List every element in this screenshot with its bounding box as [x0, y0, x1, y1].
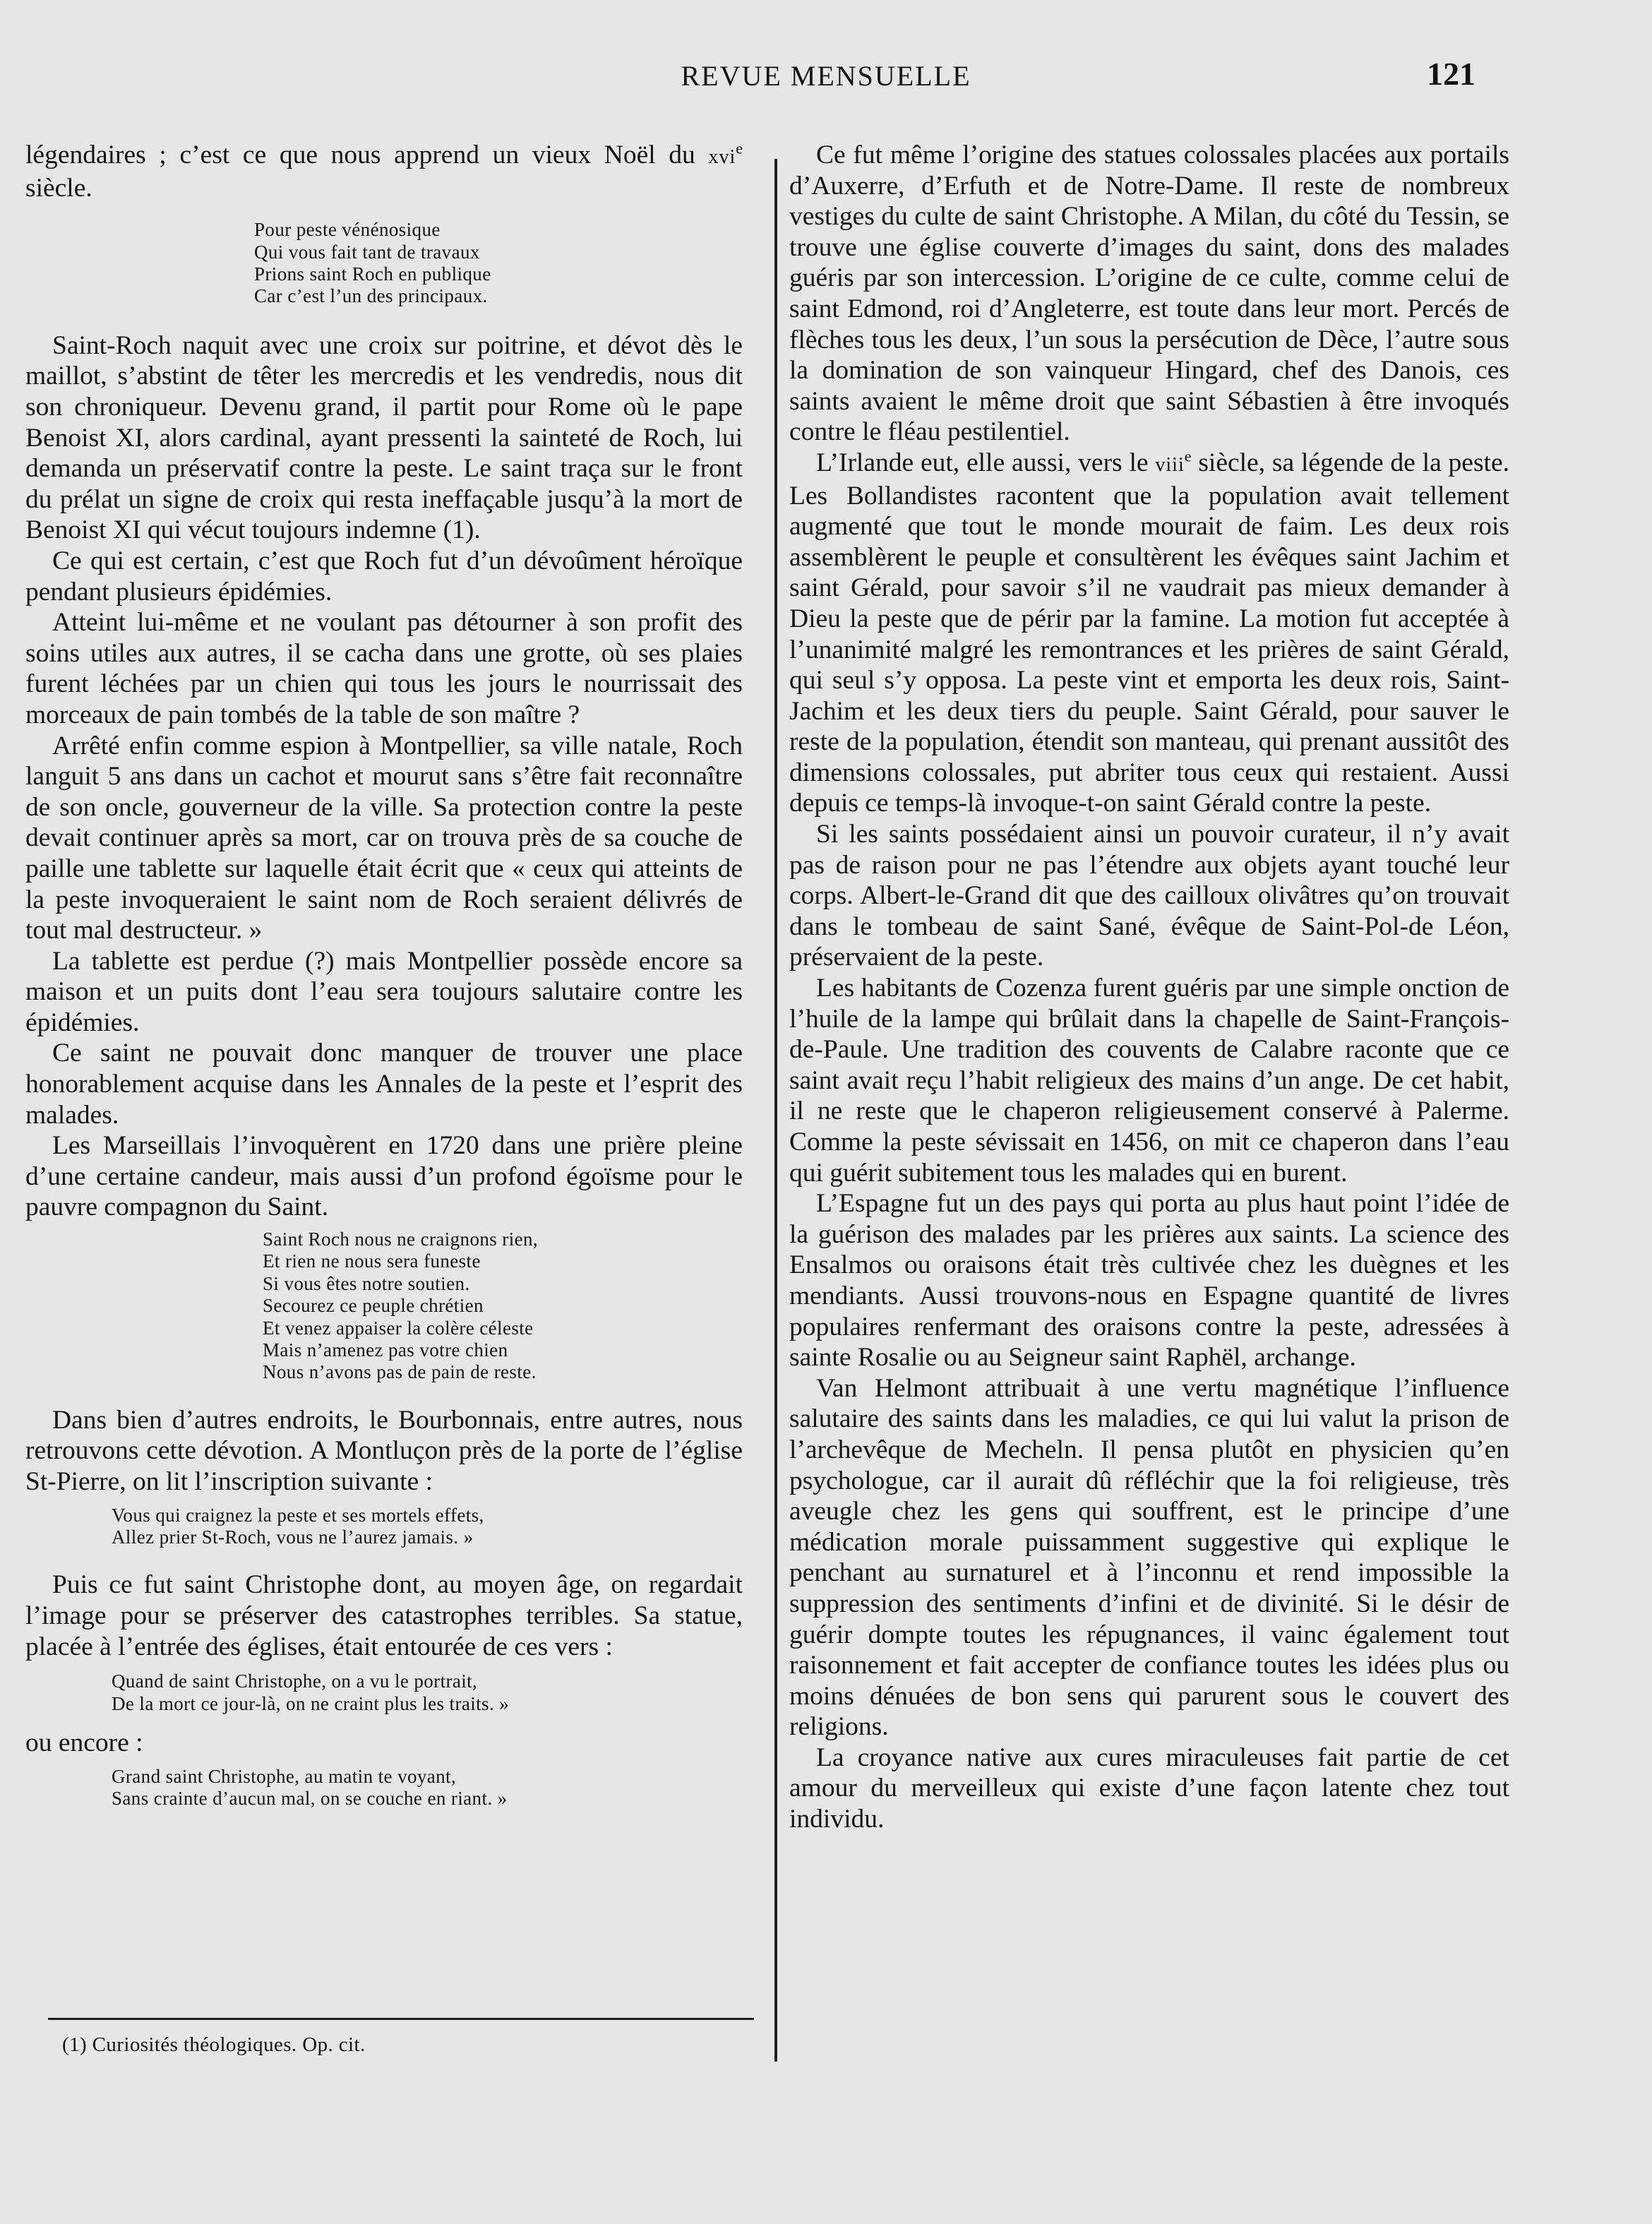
page-header — [0, 56, 1652, 102]
right-column — [789, 140, 1509, 1835]
verse-line: Si vous êtes notre soutien. — [263, 1272, 470, 1294]
paragraph: Les Marseillais l’invoquèrent en 1720 dans une prière pleine d’une certaine candeur, mais aussi d’un profond égoïsme pour le pauvre compagnon du Saint. — [25, 1131, 743, 1222]
paragraph: L’Irlande eut, elle aussi, vers le viii$^e$ siècle, sa légende de la peste. Les Bollandistes racontent que la population avait tellement augmenté que tout le monde mourait de faim. Les deux rois assemblèrent le peuple et consultèrent les évêques saint Jachim et saint Gérald, pour savoir s’il ne vaudrait pas mieux demander à Dieu la peste que de périr par la famine. La motion fut acceptée à l’unanimité malgré les remontrances et les prières de saint Gérald, qui seul s’y opposa. La peste vint et emporta les deux rois, Saint-Jachim et les deux tiers du peuple. Saint Gérald, pour sauver le reste de la population, étendit son manteau, qui prenant aussitôt des dimensions colossales, put abriter tous ceux qui restaient. Aussi depuis ce temps-là invoque-t-on saint Gérald contre la peste. — [789, 447, 1509, 818]
paragraph: L’Espagne fut un des pays qui porta au plus haut point l’idée de la guérison des malades par les prières aux saints. La science des Ensalmos ou oraisons était très cultivée chez les duègnes et les mendiants. Aussi trouvons-nous en Espagne quantité de livres populaires renfermant des oraisons contre la peste, adressées à sainte Rosalie ou au Seigneur saint Raphël, archange. — [789, 1189, 1509, 1373]
verse-line: Mais n’amenez pas votre chien — [263, 1339, 508, 1361]
paragraph: Si les saints possédaient ainsi un pouvoir curateur, il n’y avait pas de raison pour ne pas l’étendre aux objets ayant touché leur corps. Albert-le-Grand dit que des cailloux olivâtres qu’on trouvait dans le tombeau de saint Sané, évêque de Saint-Pol-de Léon, préservaient de la peste. — [789, 820, 1509, 972]
paragraph: Van Helmont attribuait à une vertu magnétique l’influence salutaire des saints dans les maladies, ce qui lui valut la prison de l’archevêque de Mecheln. Il pensa plutôt en physicien qu’en psychologue, car il aurait dû réfléchir que la foi religieuse, très aveugle chez les gens qui souffrent, est le principe d’une médication morale puissamment suggestive qui explique le penchant au surnaturel et à l’inconnu et rend impossible la suppression des sentiments d’infini et de divinité. Si le désir de guérir dompte toutes les répugnances, il vainc également tout raisonnement et fait accepter de confiance toutes les idées plus ou moins dénuées de bon sens qui parurent sous le couvert des religions. — [789, 1373, 1509, 1742]
left-column — [25, 140, 743, 1819]
footnote-rule — [48, 2018, 754, 2020]
verse-line: Nous n’avons pas de pain de reste. — [263, 1361, 537, 1383]
verse-line: De la mort ce jour-là, on ne craint plus les traits. » — [112, 1692, 510, 1714]
paragraph: légendaires ; c’est ce que nous apprend un vieux Noël du xvi$^e$ siècle. — [25, 139, 743, 203]
running-title: REVUE MENSUELLE — [681, 60, 971, 92]
verse-line: Et rien ne nous sera funeste — [263, 1250, 481, 1272]
paragraph: ou encore : — [25, 1728, 143, 1758]
paragraph: Puis ce fut saint Christophe dont, au moyen âge, on regardait l’image pour se préserver des catastrophes terribles. Sa statue, placée à l’entrée des églises, était entourée de ces vers : — [25, 1570, 743, 1661]
verse-line: Car c’est l’un des principaux. — [254, 285, 488, 307]
paragraph: La croyance native aux cures miraculeuses fait partie de cet amour du merveilleux qui existe d’une façon latente chez tout individu. — [789, 1742, 1509, 1834]
verse-line: Secourez ce peuple chrétien — [263, 1295, 484, 1317]
footnote: (1) Curiosités théologiques. Op. cit. — [62, 2033, 366, 2056]
paragraph: Ce fut même l’origine des statues colossales placées aux portails d’Auxerre, d’Erfuth et de Notre-Dame. Il reste de nombreux vestiges du culte de saint Christophe. A Milan, du côté du Tessin, se trouve une église couverte d’images du saint, dons des malades guéris par son intercession. L’origine de ce culte, comme celui de saint Edmond, roi d’Angleterre, est toute dans leur mort. Percés de flèches tous les deux, l’un sous la persécution de Dèce, l’autre sous la domination de son vainqueur Hingard, chef des Danois, ces saints avaient le même droit que saint Sébastien à être invoqués contre le fléau pestilentiel. — [789, 141, 1509, 447]
verse-line: Sans crainte d’aucun mal, on se couche en riant. » — [112, 1788, 508, 1810]
paragraph: Atteint lui-même et ne voulant pas détourner à son profit des soins utiles aux autres, il se cacha dans une grotte, où ses plaies furent léchées par un chien qui tous les jours le nourrissait des morceaux de pain tombés de la table de son maître ? — [25, 608, 743, 729]
verse-line: Vous qui craignez la peste et ses mortels effets, — [112, 1504, 484, 1526]
paragraph: Les habitants de Cozenza furent guéris par une simple onction de l’huile de la lampe qui brûlait dans la chapelle de Saint-François-de-Paule. Une tradition des couvents de Calabre raconte que ce saint avait reçu l’habit religieux des mains d’un ange. De cet habit, il ne reste que le chaperon religieusement conservé à Palerme. Comme la peste sévissait en 1456, on mit ce chaperon dans l’eau qui guérit subitement tous les malades qui en burent. — [789, 974, 1509, 1188]
verse-block — [112, 1505, 743, 1549]
verse-line: Allez prier St-Roch, vous ne l’aurez jamais. » — [112, 1526, 474, 1548]
verse-block — [112, 1766, 743, 1810]
verse-block — [263, 1228, 743, 1384]
paragraph: Ce qui est certain, c’est que Roch fut d’un dévoûment héroïque pendant plusieurs épidémies. — [25, 546, 743, 606]
verse-line: Saint Roch nous ne craignons rien, — [263, 1228, 539, 1250]
verse-line: Qui vous fait tant de travaux — [254, 241, 480, 263]
verse-line: Quand de saint Christophe, on a vu le portrait, — [112, 1670, 478, 1692]
verse-line: Grand saint Christophe, au matin te voyant, — [112, 1765, 457, 1787]
paragraph: Dans bien d’autres endroits, le Bourbonnais, entre autres, nous retrouvons cette dévotion. A Montluçon près de la porte de l’église St-Pierre, on lit l’inscription suivante : — [25, 1405, 743, 1497]
page-number: 121 — [1427, 56, 1476, 92]
column-divider — [774, 159, 777, 2062]
paragraph: Arrêté enfin comme espion à Montpellier, sa ville natale, Roch languit 5 ans dans un cachot et mourut sans s’être fait reconnaître de son oncle, gouverneur de la ville. Sa protection contre la peste devait continuer après sa mort, car on trouva près de sa couche de paille une tablette sur laquelle était écrit que « ceux qui atteints de la peste invoqueraient le saint nom de Roch seraient délivrés de tout mal destructeur. » — [25, 731, 743, 945]
verse-block — [112, 1670, 743, 1715]
paragraph: Saint-Roch naquit avec une croix sur poitrine, et dévot dès le maillot, s’abstint de têter les mercredis et les vendredis, nous dit son chroniqueur. Devenu grand, il partit pour Rome où le pape Benoist XI, alors cardinal, ayant pressenti la sainteté de Roch, lui demanda un préservatif contre la peste. Le saint traça sur le front du prélat un signe de croix qui resta ineffaçable jusqu’à la mort de Benoist XI qui vécut toujours indemne (1). — [25, 330, 743, 545]
paragraph: Ce saint ne pouvait donc manquer de trouver une place honorablement acquise dans les Annales de la peste et l’esprit des malades. — [25, 1039, 743, 1130]
verse-line: Pour peste vénénosique — [254, 219, 441, 241]
verse-line: Prions saint Roch en publique — [254, 263, 491, 285]
verse-line: Et venez appaiser la colère céleste — [263, 1317, 534, 1339]
paragraph: La tablette est perdue (?) mais Montpellier possède encore sa maison et un puits dont l’eau sera toujours salutaire contre les épidémies. — [25, 946, 743, 1037]
verse-block — [254, 219, 743, 308]
